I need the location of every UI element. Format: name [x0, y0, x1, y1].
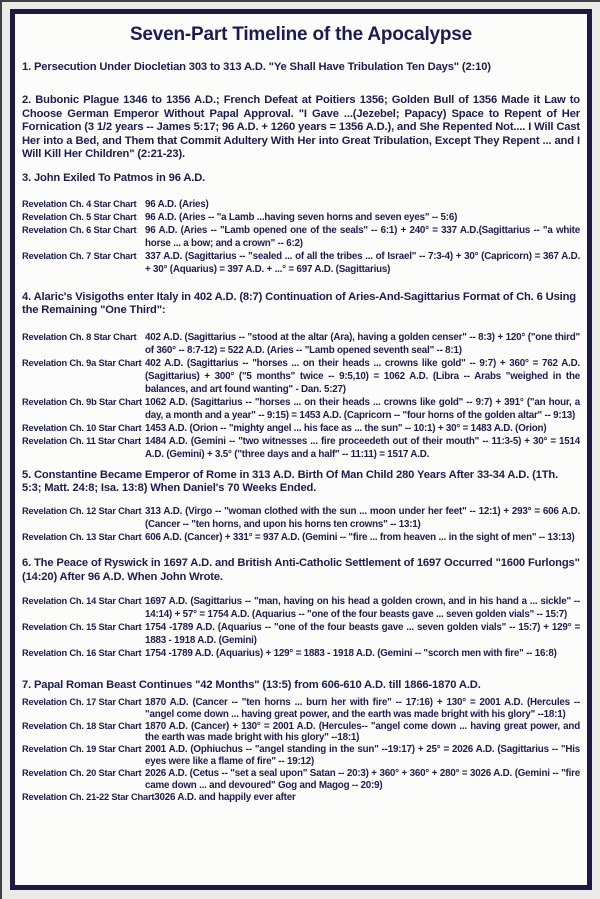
section-3-table [22, 198, 580, 276]
section-4-heading: 4. Alaric's Visigoths enter Italy in 402 A.D. (8:7) Continuation of Aries-And-Sagittarius Format of Ch. 6 Using the Remaining "One Third": [22, 290, 576, 317]
section-6-table [22, 595, 580, 660]
table-row [22, 595, 580, 621]
row-label: Revelation Ch. 19 Star Chart [22, 744, 142, 755]
table-row [22, 792, 580, 804]
table-row [22, 647, 580, 660]
table-row [22, 198, 580, 211]
row-value: 1484 A.D. (Gemini -- "two witnesses ... fire proceedeth out of their mouth" -- 11:3-5) + 30° = 1514 A.D. (Gemini) + 3.5° ("three days and a half" -- 11:11) = 1517 A.D. [145, 435, 580, 460]
page-title: Seven-Part Timeline of the Apocalypse [129, 24, 473, 45]
table-row [22, 396, 580, 422]
row-value: 402 A.D. (Sagittarius -- "stood at the altar (Ara), having a golden censer" -- 8:3) + 120° ("one third" of 360° -- 8:7-12) = 522 A.D. (Aries -- "Lamb opened seventh seal" -- 8:1) [145, 331, 580, 356]
row-value: 337 A.D. (Sagittarius -- "sealed ... of all the tribes ... of Israel" -- 7:3-4) + 30° (Capricorn) = 367 A.D. + 30° (Aquarius) = 397 A.D. + ...° = 697 A.D. (Sagittarius) [145, 250, 580, 275]
row-label: Revelation Ch. 12 Star Chart [22, 506, 142, 517]
section-7-heading: 7. Papal Roman Beast Continues "42 Months" (13:5) from 606-610 A.D. till 1866-1870 A.D. [22, 679, 481, 692]
table-row [22, 721, 580, 745]
row-value: 96 A.D. (Aries) [145, 198, 209, 210]
row-value: 1697 A.D. (Sagittarius -- "man, having on his head a golden crown, and in his hand a ... sickle" -- 14:14) + 57° = 1754 A.D. (Aquarius -- "one of the four beasts gave ... seven golden vials" -- 15:7) [145, 596, 580, 621]
table-row [22, 505, 580, 531]
row-label: Revelation Ch. 10 Star Chart [22, 422, 142, 433]
table-row [22, 697, 580, 721]
section-4-table [22, 331, 580, 461]
row-label: Revelation Ch. 9a Star Chart [22, 357, 142, 368]
row-label: Revelation Ch. 16 Star Chart [22, 648, 142, 659]
row-value: 402 A.D. (Sagittarius -- "horses ... on their heads ... crowns like gold" -- 9:7) + 360° = 762 A.D. (Sagittarius) + 300° ("5 months" twice -- 9:5,10) = 1062 A.D. (Libra -- Arabs "weighed in the balances, and art found wanting" - Dan. 5:27) [145, 357, 580, 395]
section-2-heading: 2. Bubonic Plague 1346 to 1356 A.D.; French Defeat at Poitiers 1356; Golden Bull of 1356 Made it Law to Choose German Emperor Without Papal Approval. "I Gave ...(Jezebel; Papacy) Space to Repent of Her Fornication (3 1/2 years -- James 5:17; 96 A.D. + 1260 years = 1356 A.D.), and She Repented Not.... I Will Cast Her into a Bed, and Them that Commit Adultery With Her into Great Tribulation, Except They Repent ... and I Will Kill Her Children" (2:21-23). [22, 94, 580, 161]
table-row [22, 224, 580, 250]
section-7-table [22, 697, 580, 804]
section-3-heading: 3. John Exiled To Patmos in 96 A.D. [22, 172, 206, 185]
row-value: 313 A.D. (Virgo -- "woman clothed with the sun ... moon under her feet" -- 12:1) + 293° = 606 A.D. (Cancer -- "ten horns, and upon his horns ten crowns" -- 13:1) [145, 506, 580, 531]
table-row [22, 744, 580, 768]
section-1-heading: 1. Persecution Under Diocletian 303 to 313 A.D. "Ye Shall Have Tribulation Ten Days" (2:10) [22, 61, 491, 73]
row-label: Revelation Ch. 8 Star Chart [22, 331, 137, 342]
table-row [22, 531, 580, 544]
row-value: 2001 A.D. (Ophiuchus -- "angel standing in the sun" --19:17) + 25° = 2026 A.D. (Sagittarius -- "His eyes were like a flame of fire" -- 19:12) [145, 744, 580, 768]
row-label: Revelation Ch. 17 Star Chart [22, 696, 142, 707]
row-value: 1453 A.D. (Orion -- "mighty angel ... his face as ... the sun" -- 10:1) + 30° = 1483 A.D. (Orion) [145, 422, 547, 434]
section-5-heading: 5. Constantine Became Emperor of Rome in 313 A.D. Birth Of Man Child 280 Years After 33-34 A.D. (1Th. 5:3; Matt. 24:8; Isa. 13:8) When Daniel's 70 Weeks Ended. [22, 468, 559, 495]
row-label: Revelation Ch. 9b Star Chart [22, 396, 142, 407]
section-6-heading: 6. The Peace of Ryswick in 1697 A.D. and British Anti-Catholic Settlement of 1697 Occurred "1600 Furlongs" (14:20) After 96 A.D. When John Wrote. [22, 557, 580, 583]
row-value: 96 A.D. (Aries -- "a Lamb ...having seven horns and seven eyes" -- 5:6) [145, 211, 458, 223]
section-5-table [22, 505, 580, 544]
table-row [22, 357, 580, 396]
row-value: 1062 A.D. (Sagittarius -- "horses ... on their heads ... crowns like gold" -- 9:7) + 391° ("an hour, a day, a month and a year" -- 9:15) = 1453 A.D. (Capricorn -- "four horns of the golden altar" -- 9:13) [145, 396, 580, 421]
row-label: Revelation Ch. 20 Star Chart [22, 768, 142, 779]
row-label: Revelation Ch. 11 Star Chart [22, 435, 141, 446]
row-value: 2026 A.D. (Cetus -- "set a seal upon" Satan -- 20:3) + 360° + 360° + 280° = 3026 A.D. (Gemini -- "fire came down ... and devoured" Gog and Magog -- 20:9) [145, 768, 580, 792]
row-label: Revelation Ch. 7 Star Chart [22, 250, 137, 261]
table-row [22, 211, 580, 224]
row-label: Revelation Ch. 15 Star Chart [22, 622, 142, 633]
row-label: Revelation Ch. 21-22 Star Chart [22, 791, 155, 802]
table-row [22, 621, 580, 647]
row-value: 1754 -1789 A.D. (Aquarius -- "one of the four beasts gave ... seven golden vials" -- 15:7) + 129° = 1883 - 1918 A.D. (Gemini) [145, 622, 580, 647]
table-row [22, 768, 580, 792]
row-value: 1870 A.D. (Cancer) + 130° = 2001 A.D. (Hercules-- "angel come down ... having great power, and the earth was made bright with his glory" --18:1) [145, 720, 580, 744]
table-row [22, 250, 580, 276]
row-label: Revelation Ch. 18 Star Chart [22, 720, 142, 731]
row-value: 96 A.D. (Aries -- "Lamb opened one of the seals" -- 6:1) + 240° = 337 A.D.(Sagittarius -- "a white horse ... a bow; and a crown" -- 6:2) [145, 224, 580, 249]
row-label: Revelation Ch. 14 Star Chart [22, 596, 142, 607]
table-row [22, 331, 580, 357]
row-label: Revelation Ch. 13 Star Chart [22, 532, 142, 543]
row-value: 606 A.D. (Cancer) + 331° = 937 A.D. (Gemini -- "fire ... from heaven ... in the sight of men" -- 13:13) [145, 532, 575, 544]
document-frame [10, 9, 592, 890]
row-label: Revelation Ch. 5 Star Chart [22, 211, 137, 222]
table-row [22, 422, 580, 435]
row-label: Revelation Ch. 6 Star Chart [22, 224, 137, 235]
row-value: 1754 -1789 A.D. (Aquarius) + 129° = 1883 - 1918 A.D. (Gemini -- "scorch men with fire" -- 16:8) [145, 648, 557, 660]
table-row [22, 435, 580, 461]
row-label: Revelation Ch. 4 Star Chart [22, 198, 137, 209]
row-value: 3026 A.D. and happily ever after [154, 791, 296, 803]
row-value: 1870 A.D. (Cancer -- "ten horns ... burn her with fire" -- 17:16) + 130° = 2001 A.D. (Hercules -- "angel come down ... having great power, and the earth was made bright with his glory" --18:1) [145, 696, 580, 720]
